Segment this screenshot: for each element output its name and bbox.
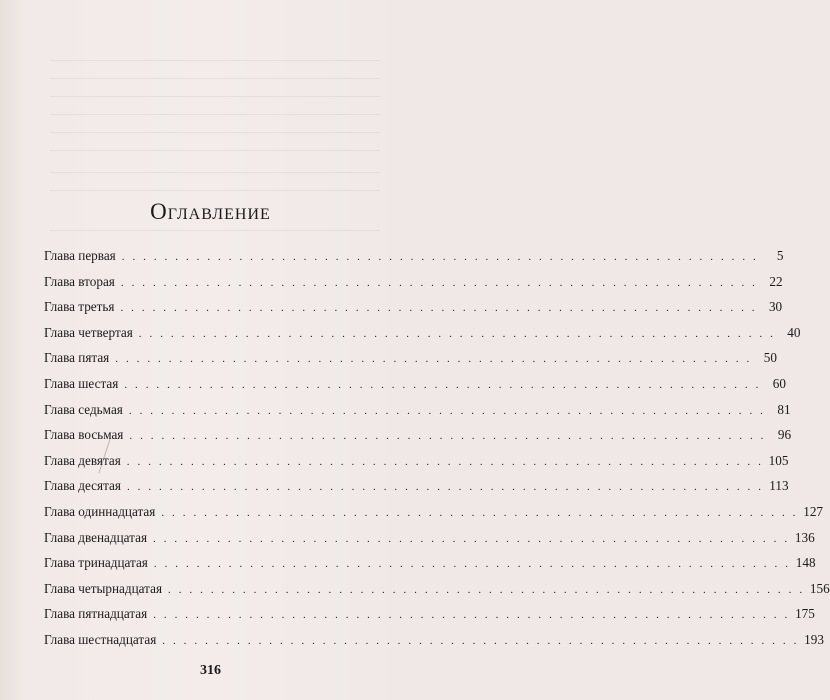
toc-entry-title: Глава четвертая	[44, 324, 133, 340]
toc-entry	[44, 401, 791, 428]
toc-entry-title: Глава шестая	[44, 375, 119, 391]
toc-entry	[44, 631, 824, 658]
dot-leader: . . . . . . . . . . . . . . . . . . . . . . . . . . . . . . . . . . . . . . . . . . . . . . . . . . . . . . . . . . . .	[120, 276, 758, 289]
bleed-through-line	[50, 190, 380, 191]
toc-entry-page: 5	[776, 248, 784, 263]
dot-leader: . . . . . . . . . . . . . . . . . . . . . . . . . . . . . . . . . . . . . . . . . . . . . . . . . . . . . . . . . . . .	[128, 404, 766, 417]
toc-entry	[44, 427, 792, 453]
toc-entry-page: 127	[803, 503, 823, 519]
toc-entry	[44, 324, 801, 351]
toc-entry-title: Глава пятая	[44, 350, 110, 366]
dot-leader: . . . . . . . . . . . . . . . . . . . . . . . . . . . . . . . . . . . . . . . . . . . . . . . . . . . . . . . . . . . .	[121, 251, 759, 263]
toc-entry-page: 81	[777, 401, 791, 417]
toc-entry	[44, 580, 830, 607]
bleed-through-line	[50, 172, 380, 173]
dot-leader: . . . . . . . . . . . . . . . . . . . . . . . . . . . . . . . . . . . . . . . . . . . . . . . . . . . . . . . . . . . .	[162, 634, 799, 647]
bleed-through-line	[50, 230, 380, 231]
toc-entry-page: 60	[772, 375, 786, 391]
toc-entry-page: 156	[809, 580, 830, 596]
toc-entry-page: 193	[804, 631, 824, 647]
dot-leader: . . . . . . . . . . . . . . . . . . . . . . . . . . . . . . . . . . . . . . . . . . . . . . . . . . . . . . . . . . . .	[161, 506, 798, 519]
bleed-through-line	[50, 78, 380, 79]
toc-entry	[44, 299, 783, 325]
toc-entry-title: Глава девятая	[44, 452, 121, 468]
dot-leader: . . . . . . . . . . . . . . . . . . . . . . . . . . . . . . . . . . . . . . . . . . . . . . . . . . . . . . . . . . . .	[124, 378, 761, 391]
toc-entry-title: Глава шестнадцатая	[44, 631, 157, 647]
bleed-through-line	[50, 132, 380, 133]
toc-entry-title: Глава вторая	[44, 273, 115, 289]
toc-entry-page: 175	[795, 606, 815, 622]
table-of-contents	[44, 248, 830, 658]
dot-leader: . . . . . . . . . . . . . . . . . . . . . . . . . . . . . . . . . . . . . . . . . . . . . . . . . . . . . . . . . . . .	[153, 609, 790, 622]
toc-entry	[44, 452, 789, 479]
toc-heading: Оглавление	[150, 199, 271, 224]
toc-entry-title: Глава восьмая	[44, 427, 124, 443]
dot-leader: . . . . . . . . . . . . . . . . . . . . . . . . . . . . . . . . . . . . . . . . . . . . . . . . . . . . . . . . . . . .	[115, 353, 752, 366]
toc-entry-page: 40	[787, 324, 801, 340]
toc-entry-title: Глава одиннадцатая	[44, 503, 156, 519]
toc-entry-title: Глава седьмая	[44, 401, 123, 417]
bleed-through-line	[50, 150, 380, 151]
toc-entry	[44, 555, 816, 581]
toc-entry-page: 113	[769, 478, 789, 494]
dot-leader: . . . . . . . . . . . . . . . . . . . . . . . . . . . . . . . . . . . . . . . . . . . . . . . . . . . . . . . . . . . .	[168, 583, 805, 596]
toc-entry	[44, 529, 815, 556]
dot-leader: . . . . . . . . . . . . . . . . . . . . . . . . . . . . . . . . . . . . . . . . . . . . . . . . . . . . . . . . . . . .	[153, 558, 791, 571]
dot-leader: . . . . . . . . . . . . . . . . . . . . . . . . . . . . . . . . . . . . . . . . . . . . . . . . . . . . . . . . . . . .	[129, 430, 767, 443]
toc-entry-title: Глава тринадцатая	[44, 555, 148, 571]
toc-entry-page: 30	[768, 299, 783, 315]
bleed-through-line	[50, 114, 380, 115]
bleed-through-line	[50, 60, 380, 61]
dot-leader: . . . . . . . . . . . . . . . . . . . . . . . . . . . . . . . . . . . . . . . . . . . . . . . . . . . . . . . . . . . .	[126, 455, 764, 468]
toc-entry-page: 136	[794, 529, 815, 545]
toc-entry-title: Глава третья	[44, 299, 115, 315]
toc-entry-title: Глава первая	[44, 248, 116, 263]
bleed-through-line	[50, 96, 380, 97]
toc-entry-page: 105	[768, 452, 789, 468]
toc-entry	[44, 606, 815, 632]
toc-entry	[44, 350, 777, 376]
toc-entry-page: 22	[769, 273, 783, 289]
dot-leader: . . . . . . . . . . . . . . . . . . . . . . . . . . . . . . . . . . . . . . . . . . . . . . . . . . . . . . . . . . . .	[126, 481, 764, 494]
toc-entry-page: 96	[777, 427, 792, 443]
dot-leader: . . . . . . . . . . . . . . . . . . . . . . . . . . . . . . . . . . . . . . . . . . . . . . . . . . . . . . . . . . . .	[153, 532, 790, 545]
toc-entry-title: Глава двенадцатая	[44, 529, 148, 545]
toc-entry	[44, 248, 784, 274]
dot-leader: . . . . . . . . . . . . . . . . . . . . . . . . . . . . . . . . . . . . . . . . . . . . . . . . . . . . . . . . . . . .	[138, 327, 776, 340]
toc-entry	[44, 478, 789, 504]
dot-leader: . . . . . . . . . . . . . . . . . . . . . . . . . . . . . . . . . . . . . . . . . . . . . . . . . . . . . . . . . . . .	[120, 302, 758, 315]
toc-entry	[44, 503, 823, 530]
toc-entry	[44, 273, 783, 300]
toc-entry-title: Глава десятая	[44, 478, 121, 494]
toc-entry	[44, 375, 786, 402]
toc-entry-title: Глава четырнадцатая	[44, 580, 163, 596]
toc-entry-page: 148	[795, 555, 816, 571]
toc-entry-title: Глава пятнадцатая	[44, 606, 148, 622]
toc-entry-page: 50	[763, 350, 777, 366]
page-number: 316	[200, 663, 221, 678]
